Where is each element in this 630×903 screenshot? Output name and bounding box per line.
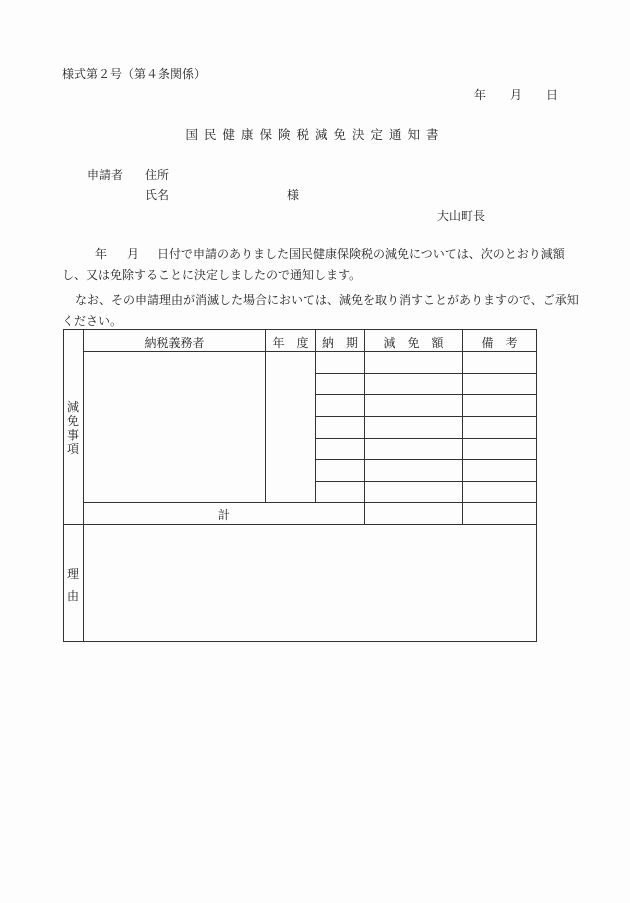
document-title: 国民健康保険税減免決定通知書 (185, 127, 445, 142)
p1-line1-rest: 日付で申請のありました国民健康保険税の減免については、次のとおり減額 (157, 247, 565, 261)
section-label-reason: 理 由 (66, 567, 79, 603)
header-remarks: 備 考 (481, 336, 518, 350)
total-label: 計 (217, 508, 230, 522)
section-label-reduction-items: 減 免 事 項 (66, 400, 79, 456)
form-number: 様式第２号（第４条関係） (62, 67, 207, 81)
date-year: 年 (474, 88, 487, 102)
applicant-label: 申請者 (87, 168, 124, 182)
header-year: 年 度 (272, 336, 309, 350)
p1-year: 年 (95, 247, 108, 261)
honorific: 様 (287, 188, 300, 202)
name-label: 氏名 (145, 188, 170, 202)
paragraph-1-line-2: し、又は免除することに決定しましたので通知します。 (62, 268, 362, 282)
address-label: 住所 (145, 168, 170, 182)
paragraph-2-line-1: なお、その申請理由が消滅した場合においては、減免を取り消すことがありますので、ご承知 (75, 293, 579, 307)
header-taxpayer: 納税義務者 (144, 336, 205, 350)
paragraph-2-line-2: ください。 (62, 314, 123, 328)
date-month: 月 (510, 88, 523, 102)
date-day: 日 (546, 88, 559, 102)
p1-month: 月 (127, 247, 140, 261)
header-amount: 減 免 額 (383, 336, 444, 350)
issuer: 大山町長 (437, 209, 486, 223)
header-period: 納 期 (321, 336, 358, 350)
